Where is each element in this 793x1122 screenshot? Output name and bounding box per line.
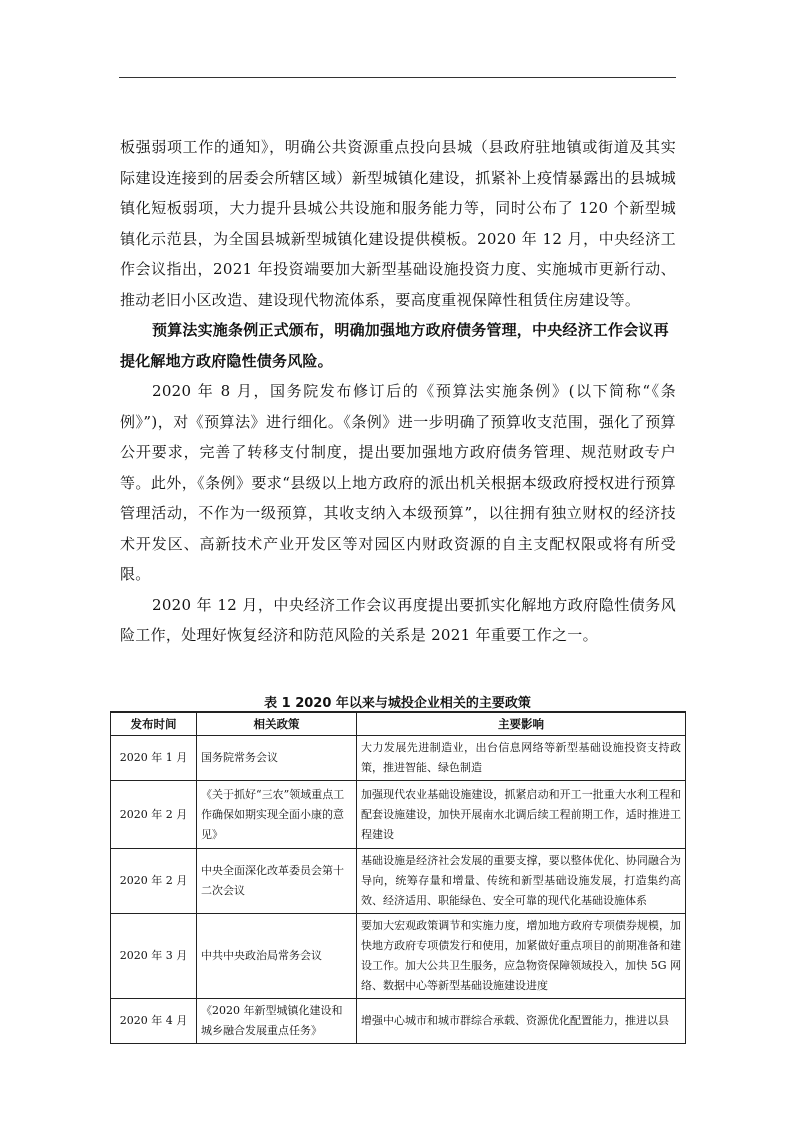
paragraph-budget-law: 2020 年 8 月，国务院发布修订后的《预算法实施条例》(以下简称“《条例》”)，对《预算法》进行细化。《条例》进一步明确了预算收支范围，强化了预算公开要求，完善了转移支付制度，提出要加强地方政府债务管理、规范财政专户等。此外，《条例》要求“县级以上地方政府的派出机关根据本级政府授权进行预算管理活动，不作为一级预算，其收支纳入本级预算”，以往拥有独立财权的经济技术开发区、高新技术产业开发区等对园区内财政资源的自主支配权限或将有所受限。 <box>120 382 676 583</box>
header-date: 发布时间 <box>111 712 197 736</box>
header-impact: 主要影响 <box>357 712 686 736</box>
cell-policy: 国务院常务会议 <box>197 736 357 781</box>
cell-date: 2020 年 2 月 <box>111 781 197 849</box>
cell-policy: 《关于抓好“三农”领域重点工作确保如期实现全面小康的意见》 <box>197 781 357 849</box>
cell-date: 2020 年 4 月 <box>111 999 197 1044</box>
header-rule <box>119 77 676 78</box>
header-policy: 相关政策 <box>197 712 357 736</box>
paragraph-continuation: 板强弱项工作的通知》，明确公共资源重点投向县城（县政府驻地镇或街道及其实际建设连接到的居委会所辖区域）新型城镇化建设，抓紧补上疫情暴露出的县城城镇化短板弱项，大力提升县城公共设施和服务能力等，同时公布了 120 个新型城镇化示范县，为全国县城新型城镇化建设提供模板。2020 年 12 月，中央经济工作会议指出，2021 年投资端要加大新型基础设施投资力度、实施城市更新行动、推动老旧小区改造、建设现代物流体系，要高度重视保障性租赁住房建设等。 <box>120 138 676 309</box>
table-caption: 表 1 2020 年以来与城投企业相关的主要政策 <box>264 696 531 711</box>
cell-impact: 增强中心城市和城市群综合承载、资源优化配置能力，推进以县 <box>357 999 686 1044</box>
cell-date: 2020 年 2 月 <box>111 849 197 914</box>
cell-date: 2020 年 1 月 <box>111 736 197 781</box>
cell-impact: 要加大宏观政策调节和实施力度，增加地方政府专项债券规模，加快地方政府专项债发行和使用，加紧做好重点项目的前期准备和建设工作。加大公共卫生服务，应急物资保障领域投入，加快 5G 网络、数据中心等新型基础设施建设进度 <box>357 914 686 999</box>
policy-table <box>110 711 686 1044</box>
cell-impact: 加强现代农业基础设施建设，抓紧启动和开工一批重大水利工程和配套设施建设，加快开展南水北调后续工程前期工作，适时推进工程建设 <box>357 781 686 849</box>
cell-impact: 大力发展先进制造业，出台信息网络等新型基础设施投资支持政策，推进智能、绿色制造 <box>357 736 686 781</box>
cell-policy: 中央全面深化改革委员会第十二次会议 <box>197 849 357 914</box>
body-text <box>120 132 676 651</box>
section-heading: 预算法实施条例正式颁布，明确加强地方政府债务管理，中央经济工作会议再提化解地方政府隐性债务风险。 <box>120 321 669 370</box>
table-row <box>111 736 686 781</box>
table-row <box>111 781 686 849</box>
table-row <box>111 914 686 999</box>
cell-impact: 基础设施是经济社会发展的重要支撑，要以整体优化、协同融合为导向，统筹存量和增量、传统和新型基础设施发展，打造集约高效、经济适用、职能绿色、安全可靠的现代化基础设施体系 <box>357 849 686 914</box>
cell-policy: 《2020 年新型城镇化建设和城乡融合发展重点任务》 <box>197 999 357 1044</box>
cell-policy: 中共中央政治局常务会议 <box>197 914 357 999</box>
cell-date: 2020 年 3 月 <box>111 914 197 999</box>
table-row <box>111 999 686 1044</box>
table-row <box>111 849 686 914</box>
paragraph-economic-conference: 2020 年 12 月，中央经济工作会议再度提出要抓实化解地方政府隐性债务风险工作，处理好恢复经济和防范风险的关系是 2021 年重要工作之一。 <box>120 595 676 644</box>
table-header-row <box>111 712 686 736</box>
